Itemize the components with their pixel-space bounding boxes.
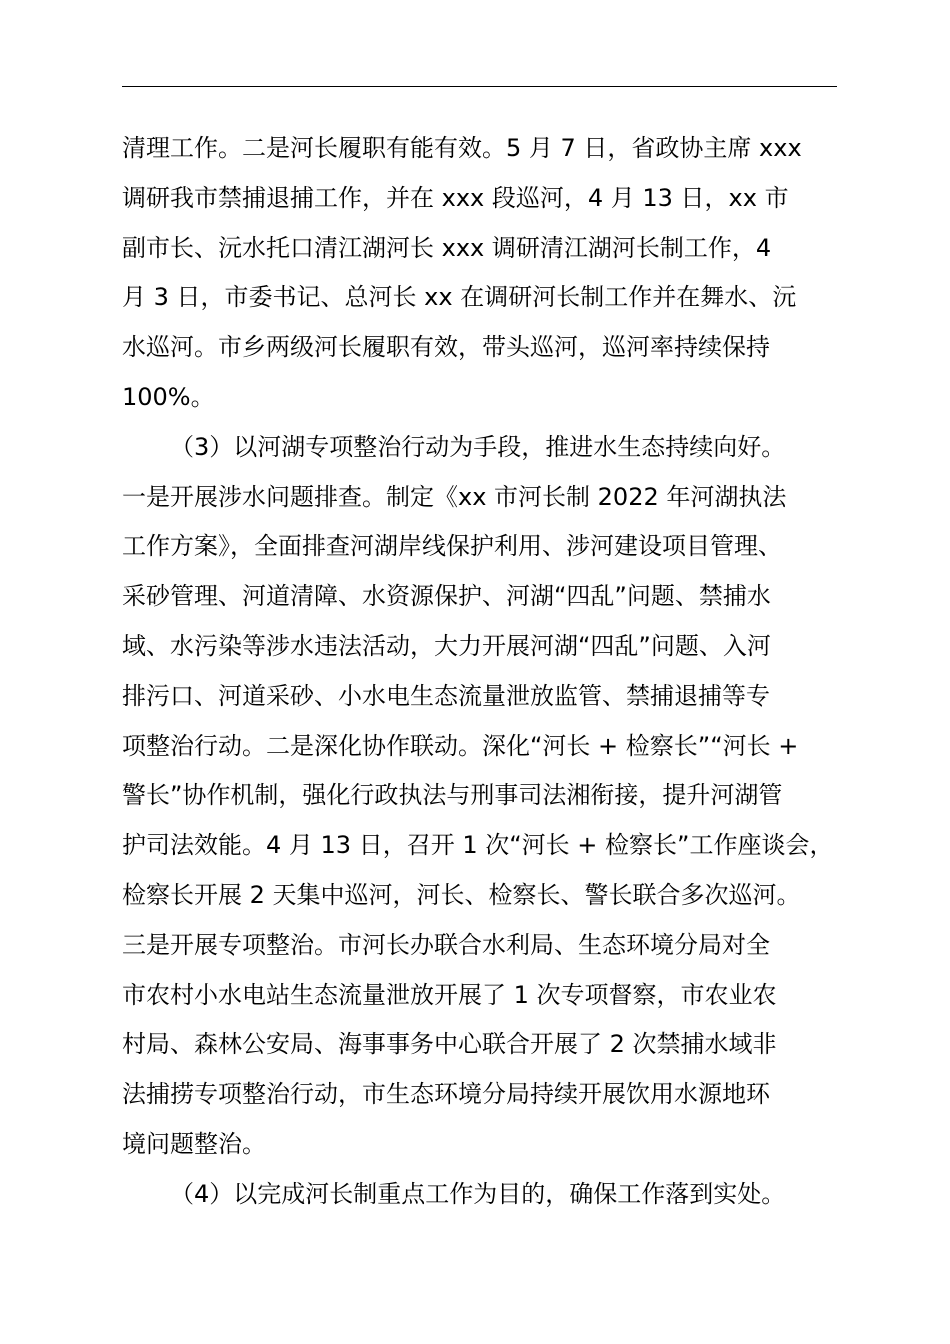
- section-heading: （3）以河湖专项整治行动为手段，推进水生态持续向好。: [170, 432, 786, 461]
- text-line: 项整治行动。二是深化协作联动。深化“河长 + 检察长”“河长 +: [122, 731, 799, 760]
- text-line: 副市长、沅水托口清江湖河长 xxx 调研清江湖河长制工作，4: [122, 233, 772, 262]
- text-line: 清理工作。二是河长履职有能有效。5 月 7 日，省政协主席 xxx: [122, 134, 802, 162]
- text-line: 调研我市禁捕退捕工作，并在 xxx 段巡河，4 月 13 日，xx 市: [122, 183, 789, 212]
- text-line: 排污口、河道采砂、小水电生态流量泄放监管、禁捕退捕等专: [122, 681, 770, 710]
- text-line: 采砂管理、河道清障、水资源保护、河湖“四乱”问题、禁捕水: [122, 582, 771, 611]
- header-rule: [122, 86, 837, 87]
- text-line: 一是开展涉水问题排查。制定《xx 市河长制 2022 年河湖执法: [122, 482, 787, 511]
- text-line: 市农村小水电站生态流量泄放开展了 1 次专项督察，市农业农: [122, 980, 777, 1009]
- text-line: 法捕捞专项整治行动，市生态环境分局持续开展饮用水源地环: [122, 1080, 770, 1109]
- text-line: 境问题整治。: [122, 1129, 266, 1158]
- section-heading: （4）以完成河长制重点工作为目的，确保工作落到实处。: [170, 1179, 786, 1208]
- text-line: 月 3 日，市委书记、总河长 xx 在调研河长制工作并在舞水、沅: [122, 283, 797, 312]
- text-line: 检察长开展 2 天集中巡河，河长、检察长、警长联合多次巡河。: [122, 880, 801, 909]
- text-line: 水巡河。市乡两级河长履职有效，带头巡河，巡河率持续保持: [122, 333, 770, 362]
- text-line: 100%。: [122, 382, 215, 411]
- text-line: 护司法效能。4 月 13 日，召开 1 次“河长 + 检察长”工作座谈会，: [122, 831, 834, 860]
- text-line: 警长”协作机制，强化行政执法与刑事司法湘衔接，提升河湖管: [122, 781, 783, 810]
- text-line: 域、水污染等涉水违法活动，大力开展河湖“四乱”问题、入河: [122, 631, 771, 660]
- text-line: 工作方案》，全面排查河湖岸线保护利用、涉河建设项目管理、: [122, 532, 782, 561]
- text-line: 村局、森林公安局、海事事务中心联合开展了 2 次禁捕水域非: [122, 1030, 777, 1059]
- document-body: [122, 124, 842, 1220]
- text-line: 三是开展专项整治。市河长办联合水利局、生态环境分局对全: [122, 930, 770, 959]
